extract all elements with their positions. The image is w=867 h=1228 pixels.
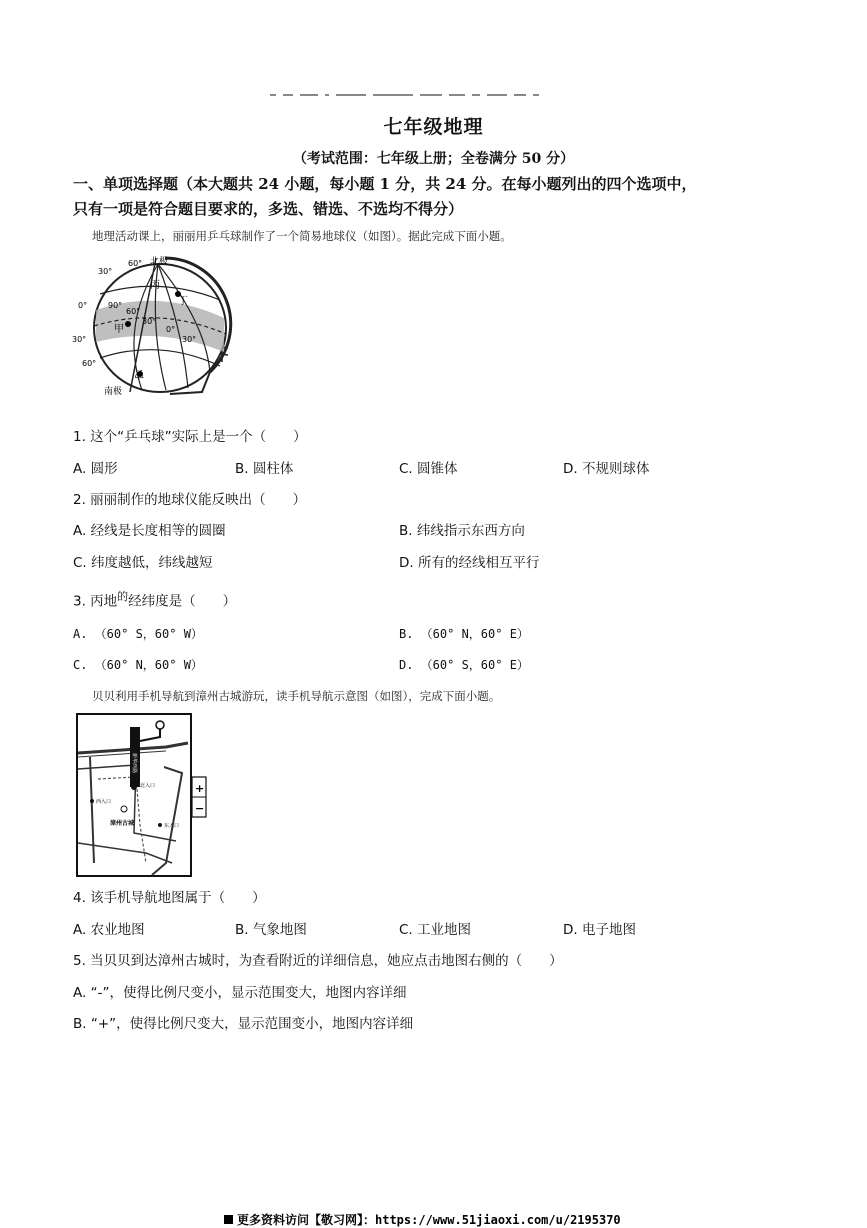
footer-text: 更多资料访问【敬习网】：https://www.51jiaoxi.com/u/2195370: [237, 1213, 621, 1227]
lat-label-0: 0°: [78, 301, 88, 310]
entrance-east-label: 东入口: [164, 823, 180, 829]
question-1: 1. 这个“乒乓球”实际上是一个（ ）: [73, 429, 307, 445]
label-jia: 甲: [114, 324, 124, 335]
entrance-north-label: 北入口: [140, 783, 156, 789]
label-ding: 丁: [178, 296, 188, 307]
city-label: 漳州古城: [110, 820, 135, 827]
lon-label-0: 0°: [166, 325, 176, 334]
q2-option-d[interactable]: D. 所有的经线相互平行: [399, 555, 540, 571]
question-3-stem-b: 经纬度是（ ）: [128, 593, 237, 610]
header-noise: [270, 84, 615, 94]
lat-label-60-top: 60°: [128, 259, 143, 268]
lat-label-30-south: 30°: [72, 335, 87, 344]
q4-option-c[interactable]: C. 工业地图: [399, 922, 472, 938]
entrance-west-label: 西入口: [96, 799, 112, 805]
navigation-map-figure: [76, 713, 216, 878]
label-yi: 乙: [134, 370, 144, 381]
q2-option-c[interactable]: C. 纬度越低，纬线越短: [73, 555, 213, 571]
lon-label-30e: 30°: [182, 335, 197, 344]
q3-option-b[interactable]: B. （60° N，60° E）: [399, 627, 529, 641]
q1-option-d[interactable]: D. 不规则球体: [563, 461, 650, 477]
question-5: 5. 当贝贝到达漳州古城时，为查看附近的详细信息，她应点击地图右侧的（ ）: [73, 953, 563, 969]
footer-link[interactable]: [224, 1211, 621, 1228]
lon-label-60: 60°: [126, 307, 141, 316]
q1-option-b[interactable]: B. 圆柱体: [235, 461, 294, 477]
q3-option-d[interactable]: D. （60° S，60° E）: [399, 658, 529, 672]
section-heading-line2: 只有一项是符合题目要求的，多选、错选、不选均不得分）: [73, 200, 464, 218]
q5-option-a[interactable]: A. “-”，使得比例尺变小，显示范围变大，地图内容详细: [73, 985, 407, 1001]
section-heading: [73, 172, 773, 222]
point-jia: [125, 321, 131, 327]
flag-icon: [224, 1215, 233, 1224]
lon-label-30w: 30°: [142, 317, 157, 326]
q4-option-b[interactable]: B. 气象地图: [235, 922, 307, 938]
question-3: [73, 588, 236, 610]
question-3-sup: 的: [117, 590, 129, 603]
question-2: 2. 丽丽制作的地球仪能反映出（ ）: [73, 492, 307, 508]
north-pole-label: 北极: [150, 257, 169, 267]
location-marker: [131, 784, 137, 790]
page-title: 七年级地理: [383, 116, 484, 138]
q4-option-a[interactable]: A. 农业地图: [73, 922, 145, 938]
q1-option-a[interactable]: A. 圆形: [73, 461, 118, 477]
globe-figure: [70, 252, 240, 400]
road-label: 新华西路: [131, 753, 137, 774]
zoom-out-button[interactable]: −: [195, 802, 205, 815]
q1-option-c[interactable]: C. 圆锥体: [399, 461, 458, 477]
question-4: 4. 该手机导航地图属于（ ）: [73, 890, 266, 906]
label-bing: 丙: [150, 280, 160, 291]
section-heading-line1: 一、单项选择题（本大题共 24 小题，每小题 1 分，共 24 分。在每小题列出的四个选项中，: [73, 175, 697, 193]
intro-map: 贝贝利用手机导航到漳州古城游玩，读手机导航示意图（如图），完成下面小题。: [92, 689, 501, 703]
intro-globe: 地理活动课上，丽丽用乒乓球制作了一个简易地球仪（如图）。据此完成下面小题。: [92, 229, 512, 243]
page-subtitle: （考试范围：七年级上册；全卷满分 50 分）: [292, 151, 575, 167]
q2-option-a[interactable]: A. 经线是长度相等的圆圈: [73, 523, 226, 539]
lon-label-90: 90°: [108, 301, 123, 310]
lat-label-30-north: 30°: [98, 267, 113, 276]
q3-option-a[interactable]: A. （60° S，60° W）: [73, 627, 203, 641]
zoom-in-button[interactable]: +: [195, 782, 205, 795]
q4-option-d[interactable]: D. 电子地图: [563, 922, 636, 938]
question-3-stem-a: 3. 丙地: [73, 593, 118, 610]
lat-label-60-south: 60°: [82, 359, 97, 368]
q2-option-b[interactable]: B. 纬线指示东西方向: [399, 523, 525, 539]
q3-option-c[interactable]: C. （60° N，60° W）: [73, 658, 203, 672]
q5-option-b[interactable]: B. “+”，使得比例尺变大，显示范围变小，地图内容详细: [73, 1016, 414, 1032]
south-pole-label: 南极: [104, 387, 123, 397]
